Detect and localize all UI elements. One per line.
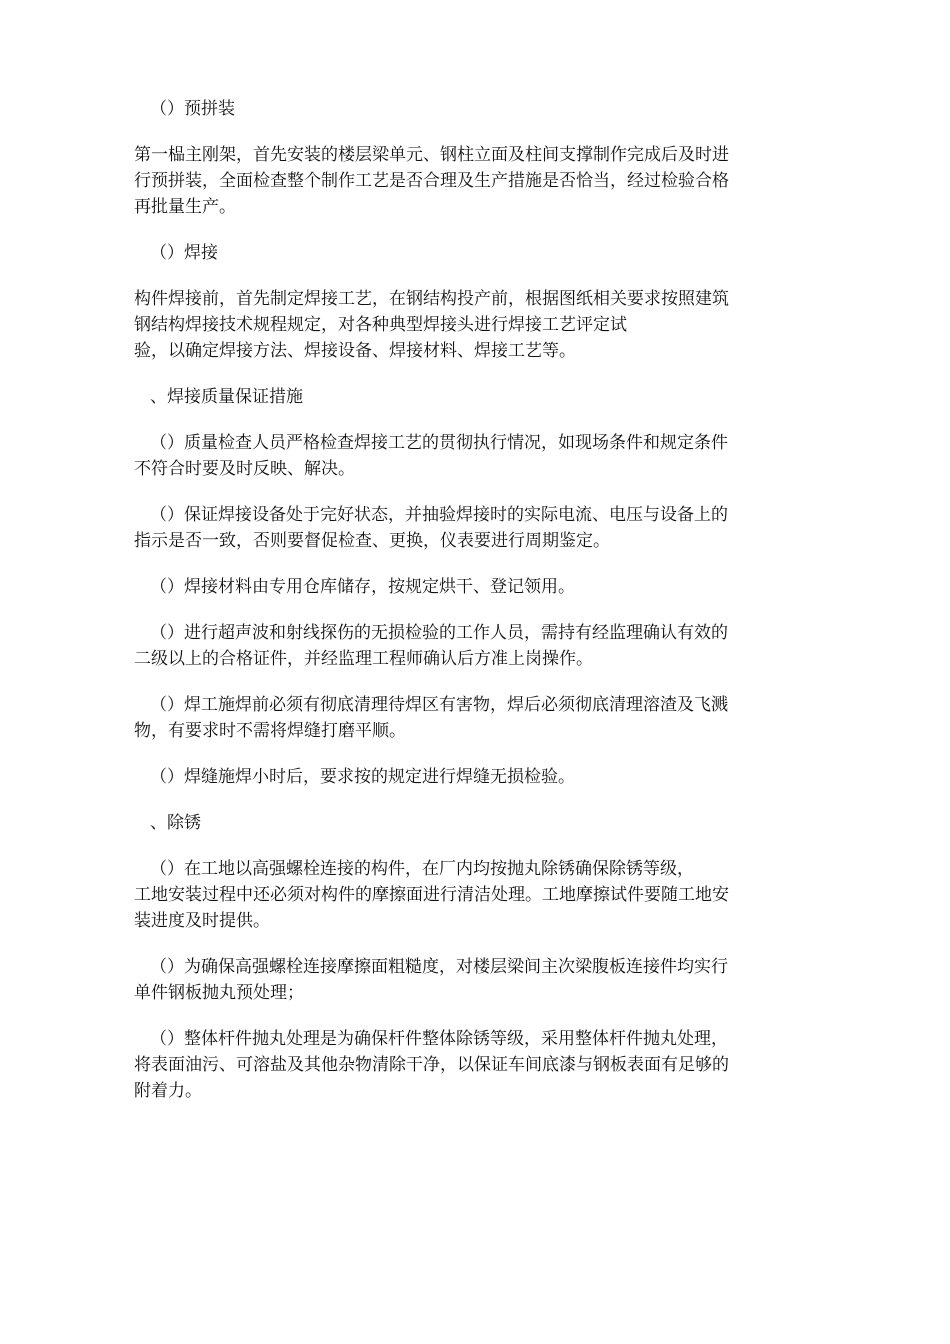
- heading-welding: （）焊接: [150, 243, 218, 263]
- list-item-ndt-personnel: （）进行超声波和射线探伤的无损检验的工作人员，需持有经监理确认有效的 二级以上的合格证件，并经监理工程师确认后方准上岗操作。: [134, 623, 728, 669]
- list-item-bolted-members: （）在工地以高强螺栓连接的构件，在厂内均按抛丸除锈确保除锈等级， 工地安装过程中还必须对构件的摩擦面进行清洁处理。工地摩擦试件要随工地安 装进度及时提供。: [134, 859, 729, 931]
- list-item-inspection: （）质量检查人员严格检查焊接工艺的贯彻执行情况，如现场条件和规定条件 不符合时要及时反映、解决。: [134, 433, 728, 479]
- heading-rust-removal: 、除锈: [150, 813, 201, 833]
- heading-pre-assembly: （）预拼装: [150, 99, 235, 119]
- paragraph-welding: 构件焊接前，首先制定焊接工艺，在钢结构投产前，根据图纸相关要求按照建筑 钢结构焊接技术规程规定，对各种典型焊接头进行焊接工艺评定试 验，以确定焊接方法、焊接设备、焊接材料、焊接工艺等。: [134, 289, 729, 361]
- list-item-materials: （）焊接材料由专用仓库储存，按规定烘干、登记领用。: [150, 577, 575, 597]
- list-item-weld-testing: （）焊缝施焊小时后，要求按的规定进行焊缝无损检验。: [150, 767, 575, 787]
- heading-welding-quality: 、焊接质量保证措施: [150, 387, 303, 407]
- list-item-shot-blasting: （）整体杆件抛丸处理是为确保杆件整体除锈等级，采用整体杆件抛丸处理， 将表面油污、可溶盐及其他杂物清除干净，以保证车间底漆与钢板表面有足够的 附着力。: [134, 1029, 729, 1101]
- list-item-friction-surface: （）为确保高强螺栓连接摩擦面粗糙度，对楼层梁间主次梁腹板连接件均实行 单件钢板抛丸预处理；: [134, 957, 728, 1003]
- list-item-equipment: （）保证焊接设备处于完好状态，并抽验焊接时的实际电流、电压与设备上的 指示是否一致，否则要督促检查、更换，仪表要进行周期鉴定。: [134, 505, 728, 551]
- list-item-cleaning: （）焊工施焊前必须有彻底清理待焊区有害物，焊后必须彻底清理溶渣及飞溅 物，有要求时不需将焊缝打磨平顺。: [134, 695, 728, 741]
- paragraph-pre-assembly: 第一榀主刚架，首先安装的楼层梁单元、钢柱立面及柱间支撑制作完成后及时进 行预拼装，全面检查整个制作工艺是否合理及生产措施是否恰当，经过检验合格 再批量生产。: [134, 145, 729, 217]
